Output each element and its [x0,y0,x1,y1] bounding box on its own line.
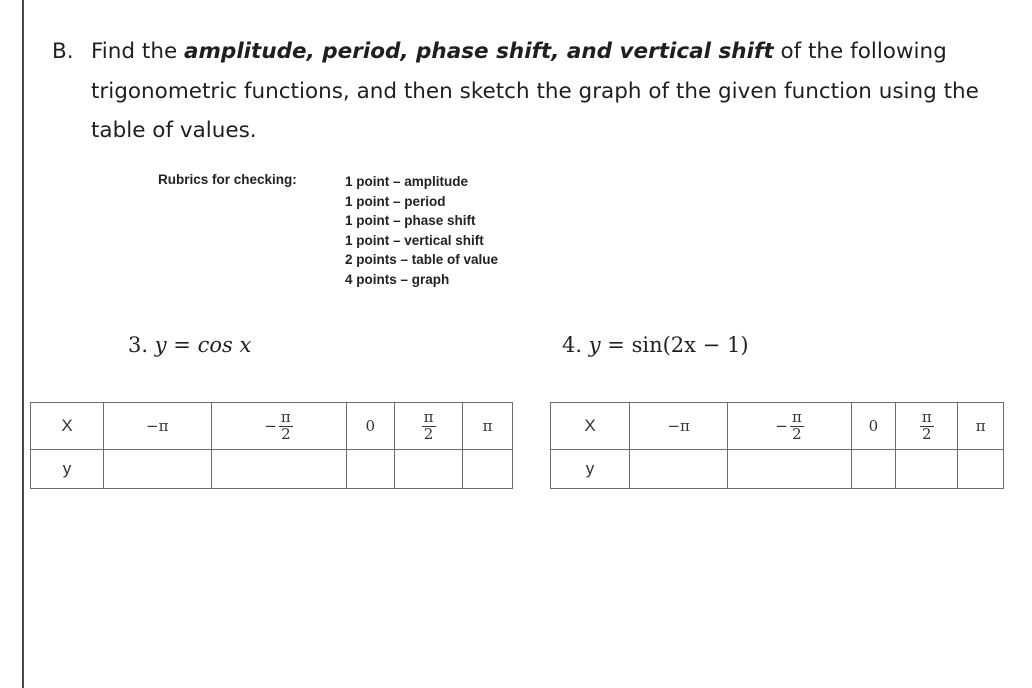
y-row-label: y [31,450,104,489]
x-value-neg-pi: −π [667,417,690,435]
x-value-pi: π [482,417,493,435]
problem-3-equation [128,333,251,357]
y-value-cell[interactable] [958,450,1004,489]
rubric-label: Rubrics for checking: [158,172,297,187]
y-value-cell[interactable] [630,450,728,489]
problem-4-equals: = [607,333,625,357]
x-value-pi-over-2: $\frac{\pi}{2}$ [423,407,434,443]
problem-3-number: 3. [128,333,149,357]
problem-4-table [550,402,1004,489]
rubric-list [345,172,498,289]
y-value-cell[interactable] [104,450,212,489]
problem-4-number: 4. [562,333,583,357]
rubric-item: 1 point – phase shift [345,213,476,228]
instructions-prefix: Find the [91,39,185,64]
left-margin-rule [22,0,24,688]
y-value-cell[interactable] [851,450,895,489]
x-value-pi: π [975,417,986,435]
section-number: B. [52,39,74,64]
problem-3-rhs: cos x [197,333,252,357]
rubric-item: 1 point – amplitude [345,174,469,189]
rubric-item: 2 points – table of value [345,252,499,267]
x-value-neg-pi-over-2: − $\frac{\pi}{2}$ [775,407,802,443]
problem-3-table [30,402,513,489]
x-value-cell [211,403,346,450]
instructions-emphasis: amplitude, period, phase shift, and vertical shift [184,39,774,64]
x-value-cell [394,403,462,450]
x-value-zero: 0 [365,417,376,435]
y-value-cell[interactable] [728,450,852,489]
x-value-cell [851,403,895,450]
x-value-neg-pi: −π [146,417,169,435]
x-value-neg-pi-over-2: − $\frac{\pi}{2}$ [264,407,291,443]
x-value-cell [104,403,212,450]
instructions [52,32,1012,151]
y-value-cell[interactable] [211,450,346,489]
problem-4-equation [562,333,749,357]
x-value-cell [896,403,958,450]
y-row-label: y [551,450,630,489]
rubric-item: 1 point – period [345,193,446,209]
x-value-cell [630,403,728,450]
x-value-cell [728,403,852,450]
y-value-cell[interactable] [346,450,394,489]
problem-4-lhs: y [588,333,601,357]
y-value-cell[interactable] [463,450,513,489]
x-value-cell [958,403,1004,450]
x-value-zero: 0 [868,417,879,435]
problem-3-equals: = [173,333,191,357]
x-value-cell [463,403,513,450]
instructions-suffix: of the following trigonometric functions, and then sketch the graph of the given function using the table of values. [91,39,979,143]
x-row-label: X [31,403,104,450]
problem-3-lhs: y [154,333,167,357]
x-value-cell [346,403,394,450]
x-row-label: X [551,403,630,450]
y-value-cell[interactable] [394,450,462,489]
rubric-item: 1 point – vertical shift [345,232,484,248]
instructions-text [91,32,1012,151]
y-value-cell[interactable] [896,450,958,489]
problem-4-rhs: sin(2x − 1) [631,333,749,357]
x-value-pi-over-2: $\frac{\pi}{2}$ [921,407,932,443]
rubric-item: 4 points – graph [345,271,450,287]
